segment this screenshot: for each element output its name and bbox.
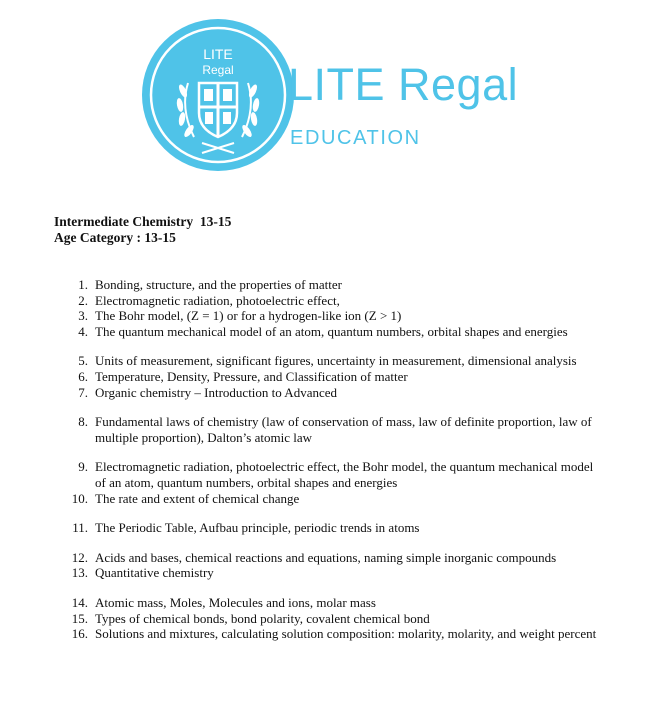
list-item [0, 353, 605, 369]
list-item-text: The quantum mechanical model of an atom, quantum numbers, orbital shapes and energies [95, 323, 568, 339]
list-item-number: 13. [71, 565, 88, 581]
list-item [0, 520, 605, 536]
seal-text-top: LITE [203, 46, 233, 62]
list-item-number: 10. [71, 490, 88, 506]
list-item [0, 414, 605, 445]
list-item-number: 16. [71, 626, 88, 642]
list-item [0, 459, 605, 490]
list-item [0, 308, 605, 324]
course-header [54, 214, 231, 246]
list-item-text: The Bohr model, (Z = 1) or for a hydrogen-like ion (Z > 1) [95, 308, 402, 324]
list-item-number: 9. [78, 459, 88, 475]
brand-name: LITE Regal [288, 59, 519, 110]
list-item-number: 3. [78, 308, 88, 324]
list-item-text: Temperature, Density, Pressure, and Classification of matter [95, 368, 408, 384]
list-item-text: Types of chemical bonds, bond polarity, covalent chemical bond [95, 610, 430, 626]
list-item [0, 385, 605, 401]
list-item [0, 491, 605, 507]
list-item-number: 15. [71, 610, 88, 626]
list-item [0, 611, 605, 627]
list-item [0, 565, 605, 581]
list-item-text: Solutions and mixtures, calculating solution composition: molarity, molarity, and weight percent [95, 626, 597, 642]
list-item-text: Organic chemistry – Introduction to Advanced [95, 384, 338, 400]
list-item-text: The Periodic Table, Aufbau principle, periodic trends in atoms [95, 520, 420, 536]
seal-text-bottom: Regal [202, 63, 234, 77]
list-item [0, 324, 605, 340]
list-item-number: 14. [71, 594, 88, 610]
age-category: Age Category : 13-15 [54, 230, 176, 245]
list-item-number: 2. [78, 292, 88, 308]
lite-regal-seal-logo [142, 19, 294, 171]
list-item [0, 369, 605, 385]
list-item-number: 8. [78, 414, 88, 430]
course-title: Intermediate Chemistry 13-15 [54, 214, 232, 229]
list-item [0, 293, 605, 309]
list-item-number: 4. [78, 323, 88, 339]
list-item-text: Units of measurement, significant figures, uncertainty in measurement, dimensional analysis [95, 353, 577, 369]
list-item-text: Atomic mass, Moles, Molecules and ions, molar mass [95, 594, 376, 610]
list-item [0, 626, 605, 642]
list-item-number: 7. [78, 384, 88, 400]
brand-subtitle: EDUCATION [290, 127, 421, 149]
list-item [0, 595, 605, 611]
list-item-number: 11. [72, 520, 88, 536]
list-item-text: The rate and extent of chemical change [95, 490, 300, 506]
list-item [0, 550, 605, 566]
list-item-number: 6. [78, 368, 88, 384]
list-item-text: Bonding, structure, and the properties of matter [95, 277, 342, 292]
list-item-number: 12. [71, 549, 88, 565]
list-item-text: Electromagnetic radiation, photoelectric effect, the Bohr model, the quantum mechanical model of an atom, quantum numbers, orbital shapes and energies [95, 459, 594, 490]
topic-list [0, 277, 665, 642]
list-item [0, 277, 605, 293]
list-item-text: Electromagnetic radiation, photoelectric effect, [95, 292, 340, 308]
list-item-text: Quantitative chemistry [95, 565, 214, 581]
list-item-number: 1. [78, 277, 88, 292]
list-item-text: Fundamental laws of chemistry (law of conservation of mass, law of definite proportion, law of multiple proportion), Dalton’s atomic law [95, 414, 592, 445]
list-item-text: Acids and bases, chemical reactions and equations, naming simple inorganic compounds [95, 549, 557, 565]
header-logo [0, 0, 665, 200]
list-item-number: 5. [78, 353, 88, 369]
